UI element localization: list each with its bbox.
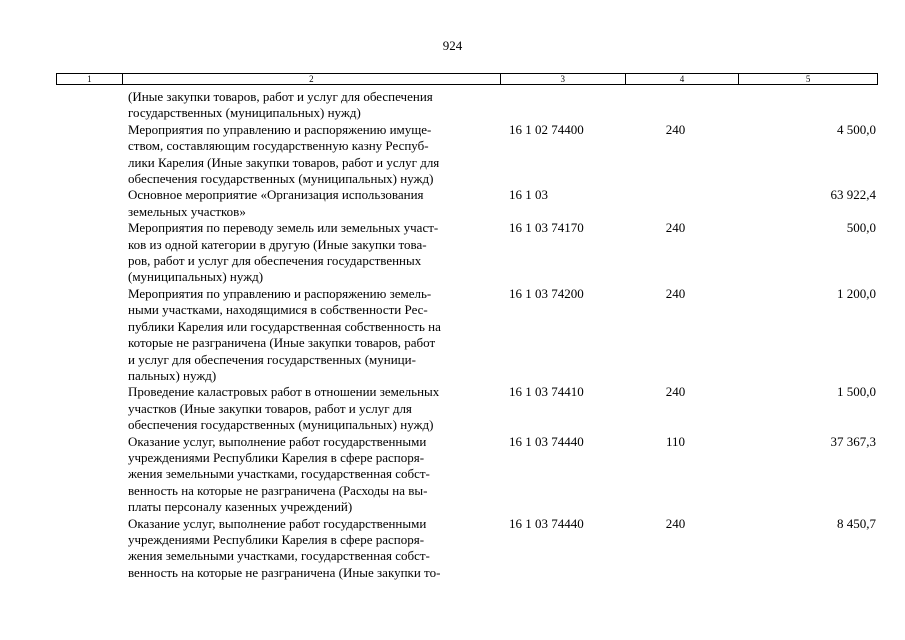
row-description: (Иные закупки товаров, работ и услуг для обеспечения государственных (муниципальных) нужд) [128,89,433,121]
row-description: Мероприятия по переводу земель или земельных участ- ков из одной категории в другую (Иные закупки това- ров, работ и услуг для обеспечения государственных (муниципальных) нужд) [128,220,439,285]
page-number: 924 [442,38,463,53]
row-amount: 1 200,0 [837,285,876,301]
column-header-4: 4 [626,74,740,84]
row-code: 16 1 03 74200 [509,285,584,301]
row-amount: 500,0 [846,220,876,236]
row-expense-type: 240 [665,220,686,236]
row-description: Оказание услуг, выполнение работ государственными учреждениями Республики Карелия в сфере распоря- жения земельными участками, государственная собст- венность на которые не разграничена (Иные закупки то- [128,515,441,580]
row-code: 16 1 03 74440 [509,515,584,531]
column-header-5: 5 [805,74,811,84]
row-code: 16 1 03 74170 [509,220,584,236]
column-header-1: 1 [57,74,123,84]
row-amount: 1 500,0 [837,384,876,400]
row-description: Мероприятия по управлению и распоряжению земель- ными участками, находящимися в собственности Рес- публики Карелия или государственная собственность на которые не разграничена (Иные закупки товаров, работ и услуг для обеспечения государственных (муници- пальных) нужд) [128,285,441,383]
table-row [0,384,905,433]
table-row [0,122,905,188]
row-code: 16 1 03 [509,187,548,203]
row-description: Проведение каластровых работ в отношении земельных участков (Иные закупки товаров, работ и услуг для обеспечения государственных (муниципальных) нужд) [128,384,440,433]
table-header [56,73,878,85]
row-code: 16 1 03 74410 [509,384,584,400]
row-code: 16 1 02 74400 [509,121,584,137]
row-expense-type: 240 [665,515,686,531]
row-description: Мероприятия по управлению и распоряжению имуще- ством, составляющим государственную казну Респуб- лики Карелия (Иные закупки товаров, работ и услуг для обеспечения государственных (муниципальных) нужд) [128,121,440,187]
table-row [0,434,905,516]
table-row [0,286,905,384]
row-code: 16 1 03 74440 [509,433,584,449]
table-row [0,89,905,122]
table-row [0,220,905,286]
row-expense-type: 110 [665,433,686,449]
table-body [0,89,905,581]
row-expense-type: 240 [665,121,686,137]
row-amount: 37 367,3 [830,433,876,449]
row-expense-type: 240 [665,384,686,400]
column-header-3: 3 [501,74,626,84]
row-description: Основное мероприятие «Организация использования земельных участков» [128,187,424,219]
row-expense-type: 240 [665,285,686,301]
table-row [0,187,905,220]
table-row [0,516,905,582]
row-amount: 8 450,7 [837,515,876,531]
row-description: Оказание услуг, выполнение работ государственными учреждениями Республики Карелия в сфере распоря- жения земельными участками, государственная собст- венность на которые не разграничена (Расходы на вы- платы персоналу казенных учреждений) [128,433,430,515]
row-amount: 4 500,0 [837,121,876,137]
row-amount: 63 922,4 [830,187,876,203]
column-header-2: 2 [123,74,501,84]
